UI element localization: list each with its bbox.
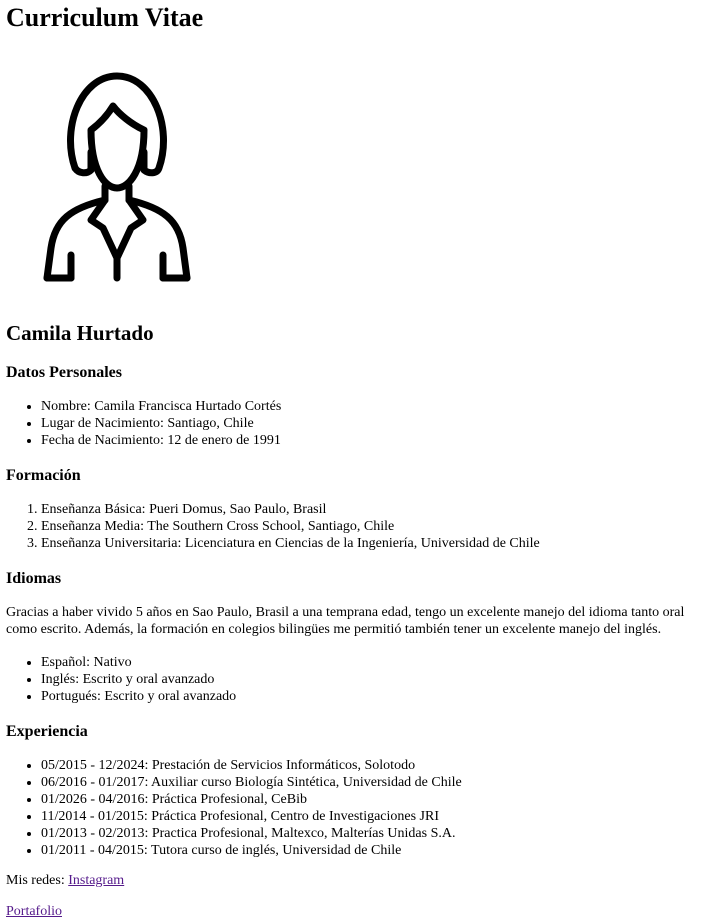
experience-list [6, 757, 706, 859]
list-item: • Lugar de Nacimiento: Santiago, Chile [41, 415, 706, 432]
list-item: • 11/2014 - 01/2015: Práctica Profesional, Centro de Investigaciones JRI [41, 808, 706, 825]
section-heading-experience: Experiencia [6, 723, 88, 740]
page-title: Curriculum Vitae [6, 3, 204, 32]
portfolio-link[interactable]: Portafolio [6, 904, 62, 919]
list-item: • 06/2016 - 01/2017: Auxiliar curso Biología Sintética, Universidad de Chile [41, 774, 706, 791]
list-item: • 05/2015 - 12/2024: Prestación de Servicios Informáticos, Solotodo [41, 757, 706, 774]
section-heading-personal: Datos Personales [6, 364, 122, 381]
languages-paragraph: Gracias a haber vivido 5 años en Sao Paulo, Brasil a una temprana edad, tengo un excelente manejo del idioma tanto oral como escrito. Además, la formación en colegios bilingües me permitió también tener un excelente manejo del inglés. [6, 605, 685, 637]
woman-avatar-icon [31, 70, 211, 290]
list-item: 3. Enseñanza Universitaria: Licenciatura en Ciencias de la Ingeniería, Universidad de Chile [41, 535, 706, 552]
list-item: • Inglés: Escrito y oral avanzado [41, 671, 706, 688]
list-item: • Español: Nativo [41, 654, 706, 671]
cv-page [0, 3, 712, 920]
list-item: • Fecha de Nacimiento: 12 de enero de 1991 [41, 432, 706, 449]
section-heading-languages: Idiomas [6, 570, 62, 587]
list-item: • Portugués: Escrito y oral avanzado [41, 688, 706, 705]
list-item: • 01/2026 - 04/2016: Práctica Profesional, CeBib [41, 791, 706, 808]
list-item: 1. Enseñanza Básica: Pueri Domus, Sao Paulo, Brasil [41, 501, 706, 518]
instagram-link[interactable]: Instagram [68, 873, 125, 888]
portfolio-line [6, 903, 706, 920]
list-item: • 01/2011 - 04/2015: Tutora curso de inglés, Universidad de Chile [41, 842, 706, 859]
list-item: 2. Enseñanza Media: The Southern Cross School, Santiago, Chile [41, 518, 706, 535]
section-heading-education: Formación [6, 467, 81, 484]
social-links-line [6, 872, 706, 889]
education-list [6, 501, 706, 552]
candidate-name: Camila Hurtado [6, 321, 154, 345]
languages-list [6, 654, 706, 705]
personal-data-list [6, 398, 706, 449]
list-item: • Nombre: Camila Francisca Hurtado Cortés [41, 398, 706, 415]
social-label: Mis redes: [6, 873, 69, 888]
list-item: • 01/2013 - 02/2013: Practica Profesional, Maltexco, Malterías Unidas S.A. [41, 825, 706, 842]
